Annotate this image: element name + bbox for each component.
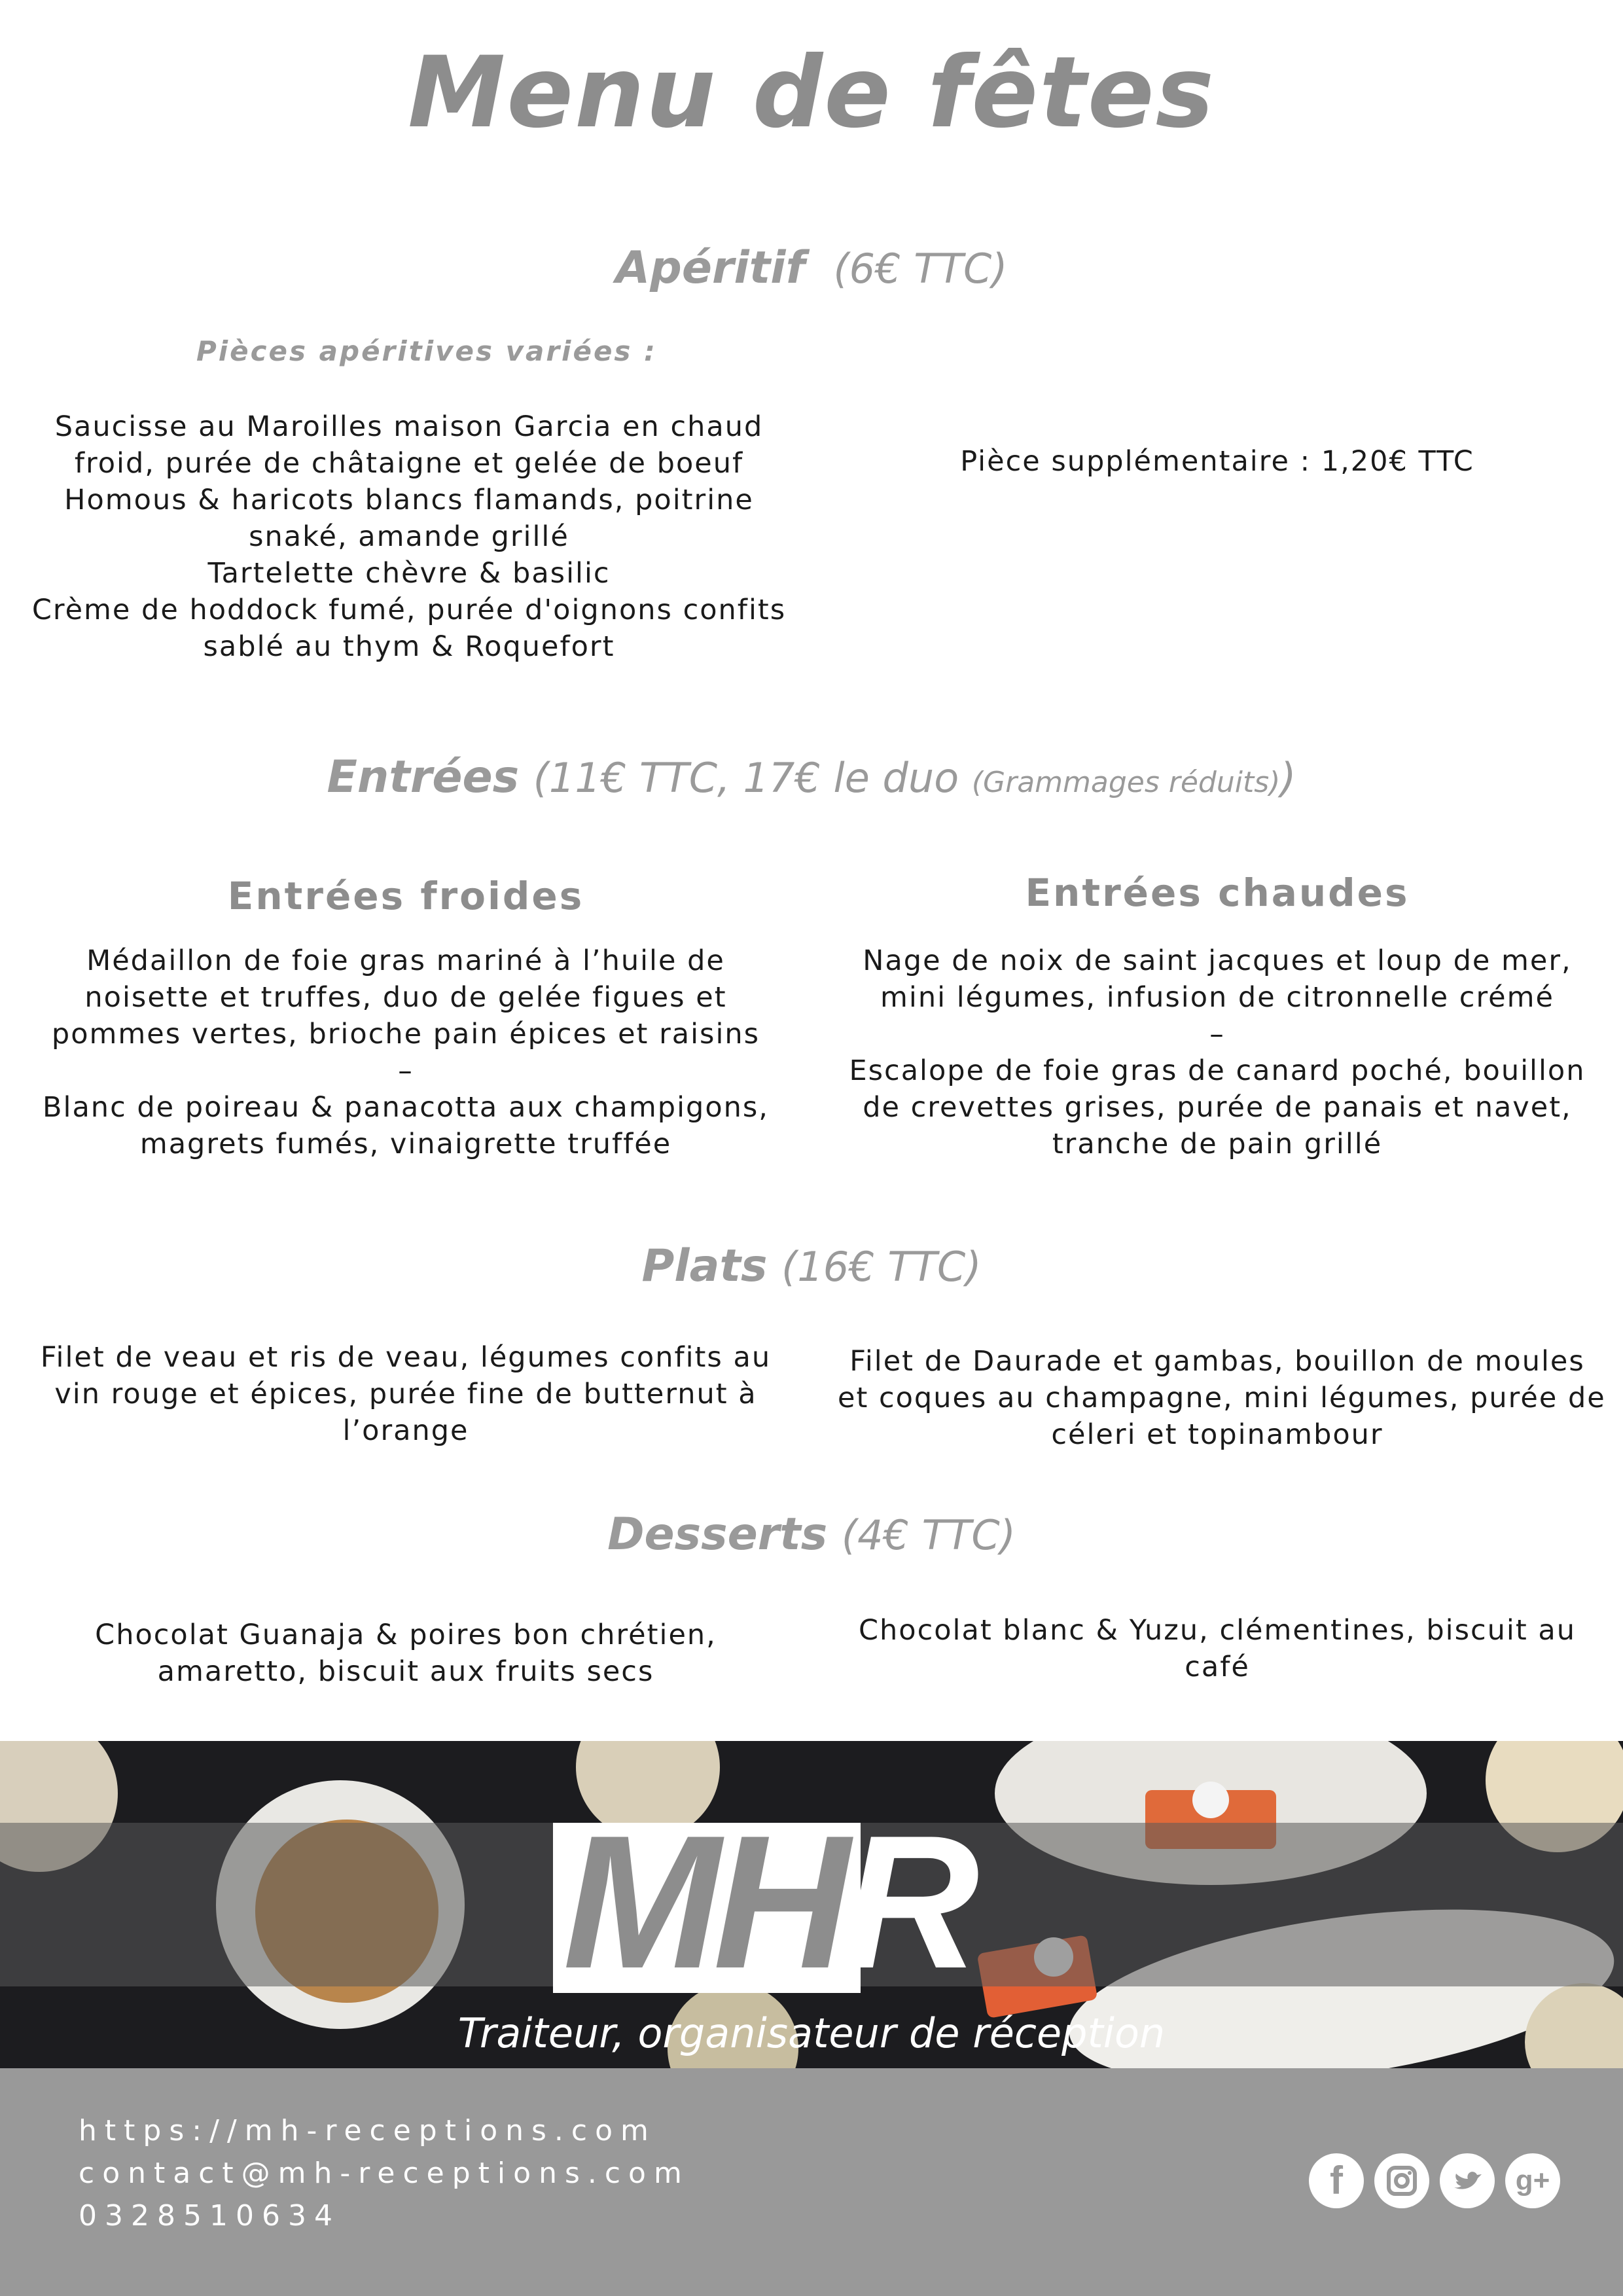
aperitif-line: sablé au thym & Roquefort [203,630,615,663]
menu-line: pommes vertes, brioche pain épices et raisins [51,1018,760,1050]
menu-line: vin rouge et épices, purée fine de butternut à [54,1378,757,1410]
desserts-left-list [26,1617,785,1690]
entrees-name: Entrées [327,751,520,803]
cold-entrees-list [26,942,785,1162]
entrees-price-note: (Grammages réduits) [971,766,1281,799]
menu-line: magrets fumés, vinaigrette truffée [139,1128,672,1160]
instagram-icon[interactable] [1374,2153,1429,2208]
menu-line: l’orange [342,1414,469,1447]
aperitif-line: Tartelette chèvre & basilic [207,557,611,590]
plats-price: (16€ TTC) [781,1243,982,1291]
menu-separator: – [1209,1018,1225,1050]
menu-line: Chocolat Guanaja & poires bon chrétien, [95,1619,717,1651]
menu-line: Chocolat blanc & Yuzu, clémentines, biscuit au [859,1614,1576,1647]
google-plus-icon[interactable]: g+ [1505,2153,1560,2208]
aperitif-line: Homous & haricots blancs flamands, poitrine [64,484,754,516]
phone-number: 0328510634 [79,2199,340,2233]
menu-line: Escalope de foie gras de canard poché, bouillon [849,1054,1586,1087]
aperitif-subtitle: Pièces apéritives variées : [196,335,657,367]
menu-line: de crevettes grises, purée de panais et navet, [863,1091,1572,1124]
aperitif-line: Crème de hoddock fumé, purée d'oignons confits [31,594,787,626]
menu-line: Nage de noix de saint jacques et loup de mer, [863,944,1572,977]
aperitif-list [26,408,792,665]
menu-line: noisette et truffes, duo de gelée figues et [84,981,727,1014]
page-title: Menu de fêtes [408,36,1215,150]
plats-name: Plats [641,1240,768,1292]
aperitif-line: snaké, amande grillé [249,520,569,553]
logo-mh: MH [563,1796,843,2008]
menu-line: amaretto, biscuit aux fruits secs [157,1655,654,1688]
hot-entrees-list [838,942,1597,1162]
entrees-heading [0,751,1623,803]
desserts-right-list [838,1612,1597,1685]
banner [0,1741,1623,2068]
footer [0,2068,1623,2296]
cold-entrees-title: Entrées froides [227,874,584,918]
aperitif-extra: Pièce supplémentaire : 1,20€ TTC [960,445,1474,478]
hot-entrees-title: Entrées chaudes [1025,870,1410,915]
twitter-icon[interactable] [1440,2153,1495,2208]
menu-line: Médaillon de foie gras mariné à l’huile de [86,944,725,977]
aperitif-price: (6€ TTC) [833,245,1008,293]
tagline: Traiteur, organisateur de réception [457,2009,1166,2057]
menu-line: café [1185,1651,1250,1683]
menu-line: mini légumes, infusion de citronnelle crémé [880,981,1554,1014]
menu-line: tranche de pain grillé [1052,1128,1383,1160]
email-link[interactable]: contact@mh-receptions.com [79,2157,690,2190]
facebook-icon[interactable]: f [1309,2153,1364,2208]
aperitif-line: froid, purée de châtaigne et gelée de boeuf [74,447,744,480]
desserts-name: Desserts [607,1509,828,1560]
aperitif-name: Apéritif [615,242,806,294]
menu-separator: – [398,1054,414,1087]
plats-right-list [838,1343,1606,1453]
menu-line: céleri et topinambour [1051,1418,1383,1451]
entrees-price: (11€ TTC, 17€ le duo [533,754,972,802]
menu-line: Blanc de poireau & panacotta aux champigons, [43,1091,769,1124]
website-link[interactable]: https://mh-receptions.com [79,2114,656,2147]
aperitif-line: Saucisse au Maroilles maison Garcia en chaud [54,410,764,443]
menu-line: Filet de veau et ris de veau, légumes confits au [40,1341,772,1374]
menu-line: Filet de Daurade et gambas, bouillon de moules [849,1345,1585,1378]
logo-r: R [842,1796,972,2008]
desserts-heading [0,1509,1623,1560]
plats-left-list [26,1339,785,1449]
menu-line: et coques au champagne, mini légumes, purée de [838,1382,1606,1414]
mhr-logo [563,1796,972,2008]
desserts-price: (4€ TTC) [841,1511,1016,1559]
entrees-price-close: ) [1280,754,1296,802]
aperitif-heading [0,242,1623,294]
plats-heading [0,1240,1623,1292]
